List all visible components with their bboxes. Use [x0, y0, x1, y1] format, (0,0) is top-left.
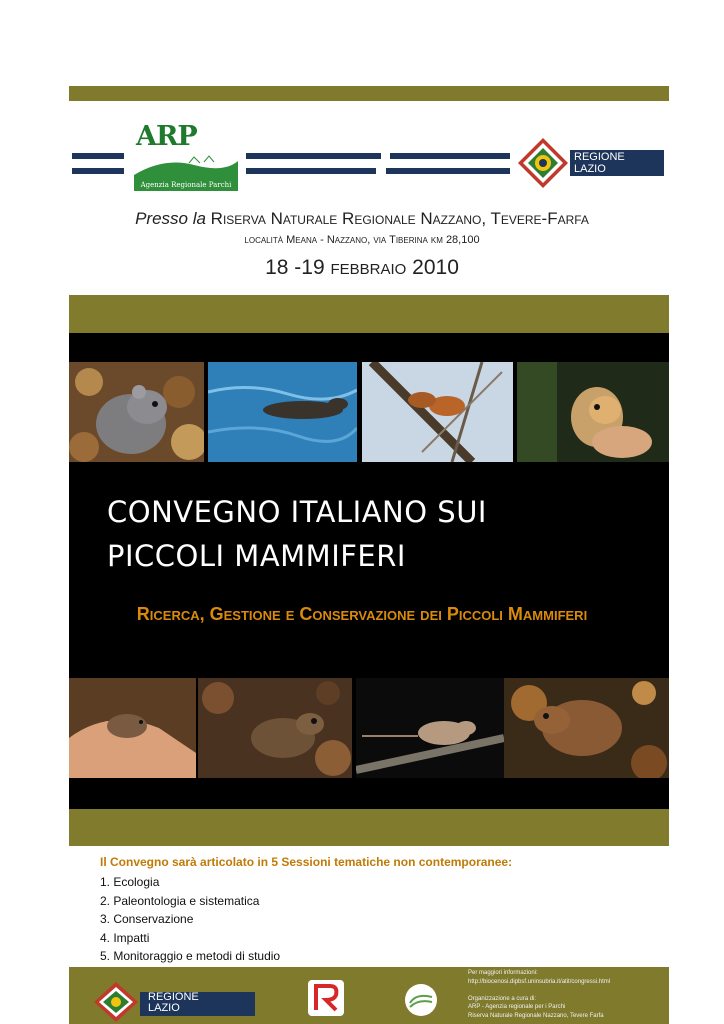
regione-lazio-crest-icon: [517, 137, 569, 189]
footer-info-line: ARP - Agenzia regionale per i Parchi: [468, 1004, 566, 1010]
footer-info: [468, 969, 668, 1020]
header-stripe: [390, 153, 510, 159]
photo-dormouse: [69, 362, 204, 462]
sessions-heading: Il Convegno sarà articolato in 5 Sessioni tematiche non contemporanee:: [100, 855, 513, 869]
venue-location: località Meana - Nazzano, via Tiberina km 28,100: [244, 234, 480, 246]
footer-info-line: Riserva Naturale Regionale Nazzano, Tevere Farfa: [468, 1012, 604, 1019]
arp-logo-title: ARP: [136, 121, 197, 152]
arp-hills-icon: [134, 153, 238, 175]
footer-info-link[interactable]: http://biocenosi.dipbsf.uninsubria.it/atit/congressi.html: [468, 978, 611, 985]
sessions-list: [100, 873, 280, 966]
regione-lazio-crest-icon: [93, 981, 139, 1023]
conference-subtitle: Ricerca, Gestione e Conservazione dei Piccoli Mammiferi: [136, 604, 588, 624]
photo-bank-vole: [504, 678, 669, 778]
event-dates: 18 -19 febbraio 2010: [265, 256, 459, 279]
header-stripe: [72, 153, 124, 159]
association-logo-icon: [404, 983, 438, 1017]
region-label: REGIONE: [148, 991, 199, 1003]
header-stripe: [246, 168, 376, 174]
session-item: 1. Ecologia: [100, 875, 160, 889]
arp-logo: [134, 153, 238, 191]
header-stripe: [246, 153, 381, 159]
footer-info-line: Per maggiori informazioni:: [468, 970, 538, 976]
session-item: 5. Monitoraggio e metodi di studio: [100, 949, 281, 963]
footer-info-line: Organizzazione a cura di:: [468, 995, 537, 1002]
footer-info-line: [468, 986, 668, 995]
photo-wood-mouse: [198, 678, 352, 778]
photo-mammal-in-hand: [517, 362, 669, 462]
photo-shrew-in-hand: [69, 678, 196, 778]
venue-name: Riserva Naturale Regionale Nazzano, Tevere-Farfa: [210, 209, 589, 228]
olive-band: [69, 295, 669, 333]
region-label: LAZIO: [574, 163, 606, 175]
header-stripe: [386, 168, 510, 174]
region-label: REGIONE: [574, 151, 625, 163]
session-item: 2. Paleontologia e sistematica: [100, 893, 260, 908]
photo-water-shrew: [208, 362, 357, 462]
olive-band: [69, 809, 669, 846]
photo-mouse-on-branch: [356, 678, 504, 778]
venue-line: [0, 209, 724, 229]
header-stripe: [72, 168, 124, 174]
photo-red-squirrel: [362, 362, 513, 462]
session-item: 4. Impatti: [100, 930, 150, 945]
conference-title: [107, 490, 487, 578]
footer-regione-lazio-logo: [140, 992, 255, 1016]
title-line-2: PICCOLI MAMMIFERI: [107, 539, 406, 573]
title-line-1: CONVEGNO ITALIANO SUI: [107, 495, 487, 529]
arp-logo-subtitle: Agenzia Regionale Parchi: [140, 181, 232, 189]
top-band: [69, 86, 669, 101]
reserve-logo-icon: [306, 978, 346, 1018]
venue-presso: Presso la: [135, 209, 206, 228]
region-label: LAZIO: [148, 1002, 180, 1014]
regione-lazio-logo: [570, 150, 664, 176]
session-item: 3. Conservazione: [100, 912, 194, 926]
